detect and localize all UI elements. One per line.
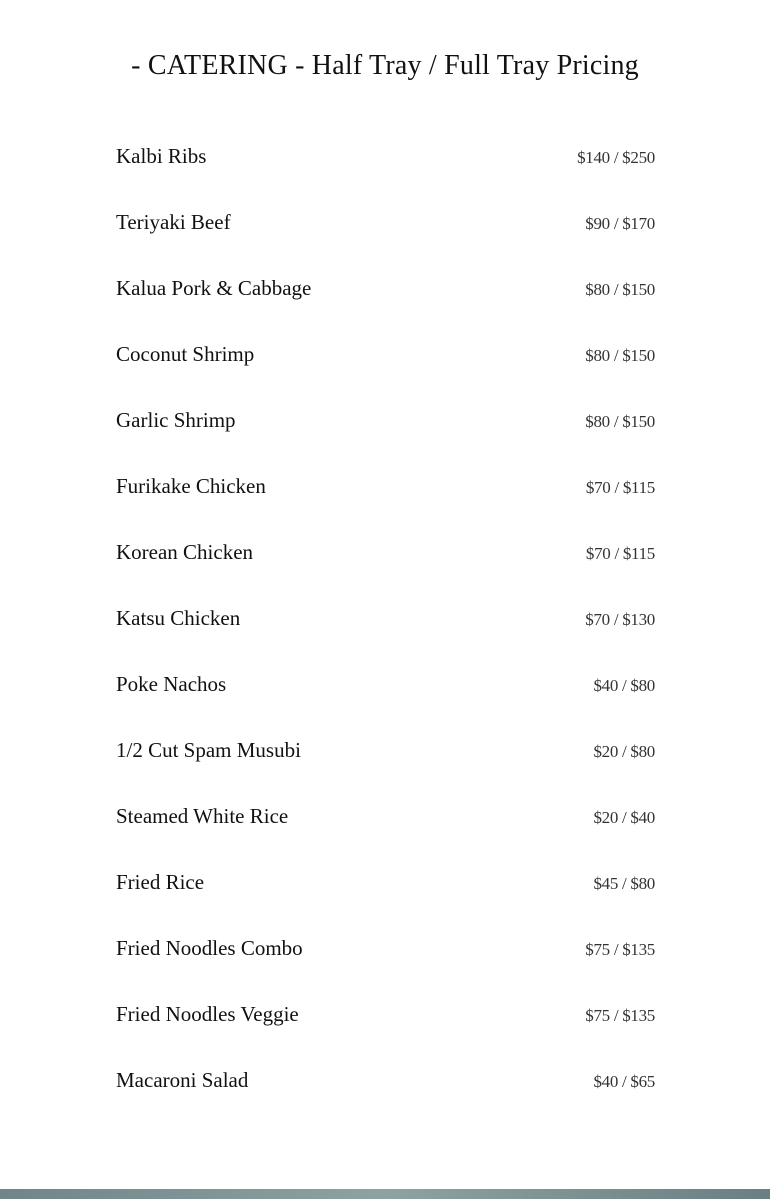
catering-menu-list: [116, 138, 655, 1128]
menu-item-price: $40 / $65: [593, 1072, 655, 1091]
menu-item-name: Kalbi Ribs: [116, 144, 207, 168]
menu-item: [116, 1062, 655, 1128]
menu-item-price: $40 / $80: [593, 676, 655, 695]
menu-item-name: Steamed White Rice: [116, 804, 289, 828]
menu-item-name: Poke Nachos: [116, 672, 227, 696]
menu-item: [116, 864, 655, 930]
menu-item-price: $20 / $80: [593, 742, 655, 761]
menu-item: [116, 402, 655, 468]
menu-item: [116, 204, 655, 270]
menu-item-name: Teriyaki Beef: [116, 210, 231, 234]
footer-bar: [0, 1189, 770, 1199]
menu-item: [116, 666, 655, 732]
menu-item: [116, 996, 655, 1062]
menu-item: [116, 138, 655, 204]
menu-item-price: $70 / $115: [585, 544, 655, 563]
menu-item: [116, 798, 655, 864]
menu-item-name: Garlic Shrimp: [116, 408, 236, 432]
menu-item-price: $90 / $170: [585, 214, 655, 233]
menu-item-price: $70 / $130: [585, 610, 655, 629]
menu-item-price: $80 / $150: [585, 412, 655, 431]
page-title: - CATERING - Half Tray / Full Tray Pricing: [131, 50, 639, 81]
menu-item-name: Fried Rice: [116, 870, 205, 894]
menu-item-price: $75 / $135: [585, 940, 655, 959]
menu-item-price: $140 / $250: [577, 148, 655, 167]
menu-item-name: Kalua Pork & Cabbage: [116, 276, 312, 300]
menu-item-name: Katsu Chicken: [116, 606, 241, 630]
menu-item-name: Coconut Shrimp: [116, 342, 255, 366]
menu-item-price: $20 / $40: [593, 808, 655, 827]
menu-item-price: $80 / $150: [585, 346, 655, 365]
menu-item: [116, 336, 655, 402]
menu-item: [116, 468, 655, 534]
menu-item-name: Korean Chicken: [116, 540, 254, 564]
menu-item-price: $70 / $115: [585, 478, 655, 497]
menu-item-name: Fried Noodles Veggie: [116, 1002, 299, 1026]
menu-item-name: Macaroni Salad: [116, 1068, 249, 1092]
menu-item-name: Furikake Chicken: [116, 474, 266, 498]
menu-item: [116, 732, 655, 798]
menu-item-name: 1/2 Cut Spam Musubi: [116, 738, 301, 762]
menu-item-name: Fried Noodles Combo: [116, 936, 303, 960]
menu-item-price: $80 / $150: [585, 280, 655, 299]
menu-item: [116, 534, 655, 600]
menu-item: [116, 930, 655, 996]
menu-item-price: $75 / $135: [585, 1006, 655, 1025]
menu-item: [116, 270, 655, 336]
menu-item-price: $45 / $80: [593, 874, 655, 893]
menu-item: [116, 600, 655, 666]
